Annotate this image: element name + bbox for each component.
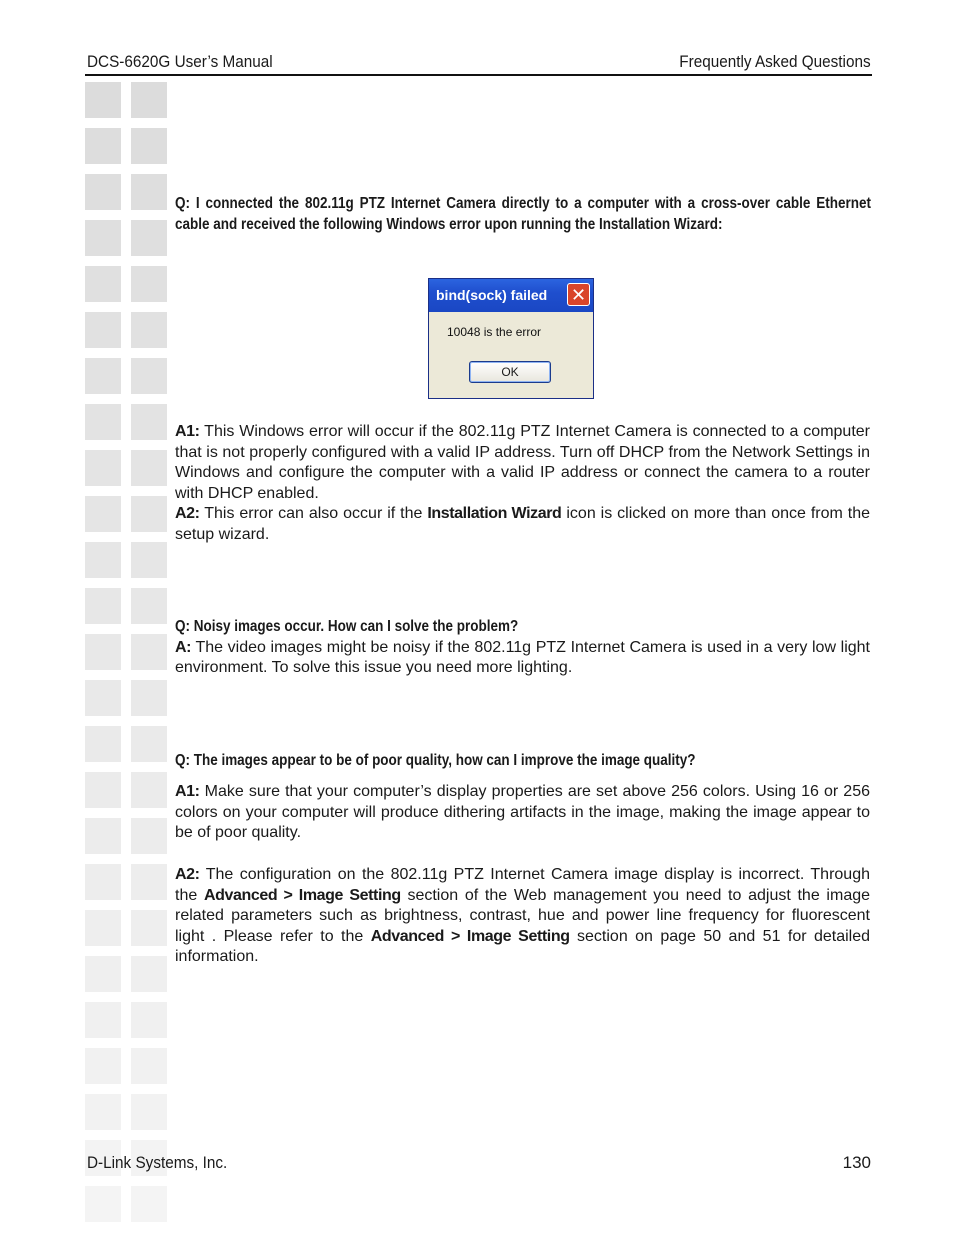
- answer-text: The video images might be noisy if the 802.11g PTZ Internet Camera is used in a very low light environment. To solve this issue you need more lighting.: [175, 638, 870, 676]
- sidebar-square: [131, 910, 167, 946]
- answer: [175, 638, 870, 679]
- dialog-message: 10048 is the error: [447, 325, 542, 339]
- question-text: Q: Noisy images occur. How can I solve the problem?: [175, 618, 519, 635]
- sidebar-square: [131, 312, 167, 348]
- answer-text: This Windows error will occur if the 802.11g PTZ Internet Camera is connected to a computer that is not properly configured with a valid IP address. Turn off DHCP from the Network Settings in Windows and configure the computer with a valid IP address or connect the camera to a router with DHCP enabled.: [175, 423, 870, 502]
- advanced-image-setting-term: Advanced > Image Setting: [203, 886, 401, 904]
- answer-text: This error can also occur if the: [199, 505, 428, 522]
- sidebar-square: [131, 358, 167, 394]
- answer-label: A2:: [175, 505, 200, 522]
- sidebar-square: [131, 772, 167, 808]
- sidebar-square: [131, 726, 167, 762]
- dialog-title: bind(sock) failed: [436, 287, 548, 303]
- sidebar-square: [85, 266, 121, 302]
- sidebar-square: [85, 588, 121, 624]
- faq3-answer-2: [175, 865, 870, 968]
- sidebar-square: [85, 128, 121, 164]
- header-divider: [85, 74, 872, 76]
- sidebar-square: [85, 772, 121, 808]
- sidebar-square: [131, 864, 167, 900]
- answer-1: [175, 782, 870, 844]
- faq1-question: [175, 194, 870, 235]
- sidebar-square: [131, 680, 167, 716]
- page-header: [87, 52, 871, 74]
- answer-text: Make sure that your computer’s display properties are set above 256 colors. Using 16 or 256 colors on your computer will produce dithering artifacts in the image, making the image appear to be of poor quality.: [175, 783, 870, 841]
- sidebar-square: [131, 174, 167, 210]
- answer-2: [175, 504, 870, 545]
- faq3-answer-1: [175, 782, 870, 844]
- sidebar-square: [85, 956, 121, 992]
- page-number: 130: [842, 1153, 871, 1172]
- sidebar-square: [85, 1048, 121, 1084]
- sidebar-square: [85, 680, 121, 716]
- answer-label: A1:: [175, 423, 200, 440]
- sidebar-square: [85, 312, 121, 348]
- sidebar-square: [131, 818, 167, 854]
- sidebar-square: [85, 864, 121, 900]
- sidebar-square: [131, 588, 167, 624]
- answer-label: A1:: [175, 783, 200, 800]
- sidebar-square: [85, 404, 121, 440]
- sidebar-square: [85, 818, 121, 854]
- faq3-question: [175, 751, 870, 772]
- answer-text: The configuration on the 802.11g PTZ Internet Camera image display is incorrect. Through the: [175, 866, 870, 904]
- section-title: Frequently Asked Questions: [679, 52, 871, 71]
- installation-wizard-term: Installation Wizard: [427, 505, 562, 522]
- sidebar-square: [131, 404, 167, 440]
- sidebar-square: [131, 496, 167, 532]
- sidebar-square: [85, 450, 121, 486]
- close-icon: ✕: [567, 283, 590, 306]
- sidebar-square: [131, 1186, 167, 1222]
- sidebar-square: [85, 910, 121, 946]
- sidebar-square: [85, 1002, 121, 1038]
- sidebar-square: [85, 358, 121, 394]
- sidebar-square: [131, 542, 167, 578]
- sidebar-square: [85, 634, 121, 670]
- sidebar-square: [131, 266, 167, 302]
- sidebar-square: [85, 1186, 121, 1222]
- sidebar-square: [131, 220, 167, 256]
- sidebar-square: [85, 542, 121, 578]
- answer-text: section on page 50 and 51 for detailed information.: [175, 927, 871, 965]
- sidebar-square: [85, 1094, 121, 1130]
- sidebar-square: [131, 450, 167, 486]
- ok-button: OK: [469, 361, 551, 383]
- sidebar-square: [131, 1002, 167, 1038]
- sidebar-square: [131, 956, 167, 992]
- answer-label: A2:: [175, 866, 200, 883]
- advanced-image-setting-term: Advanced > Image Setting: [370, 927, 570, 945]
- sidebar-square: [85, 496, 121, 532]
- decorative-sidebar: [85, 82, 169, 1232]
- sidebar-square: [131, 634, 167, 670]
- sidebar-square: [131, 1048, 167, 1084]
- sidebar-square: [85, 82, 121, 118]
- sidebar-square: [131, 128, 167, 164]
- sidebar-square: [85, 174, 121, 210]
- answer-text: icon is clicked on more than once from the setup wizard.: [175, 505, 871, 543]
- dialog-titlebar: [429, 279, 593, 312]
- question-text: Q: The images appear to be of poor quality, how can I improve the image quality?: [175, 752, 696, 769]
- sidebar-square: [85, 726, 121, 762]
- footer-company: D-Link Systems, Inc.: [87, 1153, 228, 1172]
- question-text: Q: I connected the 802.11g PTZ Internet Camera directly to a computer with a cross-over cable Ethernet cable and received the following Windows error upon running the Installation Wizard:: [175, 195, 871, 233]
- sidebar-square: [85, 220, 121, 256]
- answer-label: A:: [175, 638, 192, 656]
- answer-1: [175, 422, 870, 504]
- manual-title: DCS-6620G User’s Manual: [87, 52, 273, 71]
- sidebar-square: [131, 82, 167, 118]
- error-dialog-screenshot: [428, 278, 594, 399]
- faq1-answers: [175, 422, 870, 545]
- faq2: [175, 617, 870, 679]
- answer-2: [175, 865, 870, 968]
- answer-text: section of the Web management you need to adjust the image related parameters such as brightness, contrast, hue and power line frequency for fluorescent light . Please refer to the: [175, 886, 871, 945]
- sidebar-square: [131, 1094, 167, 1130]
